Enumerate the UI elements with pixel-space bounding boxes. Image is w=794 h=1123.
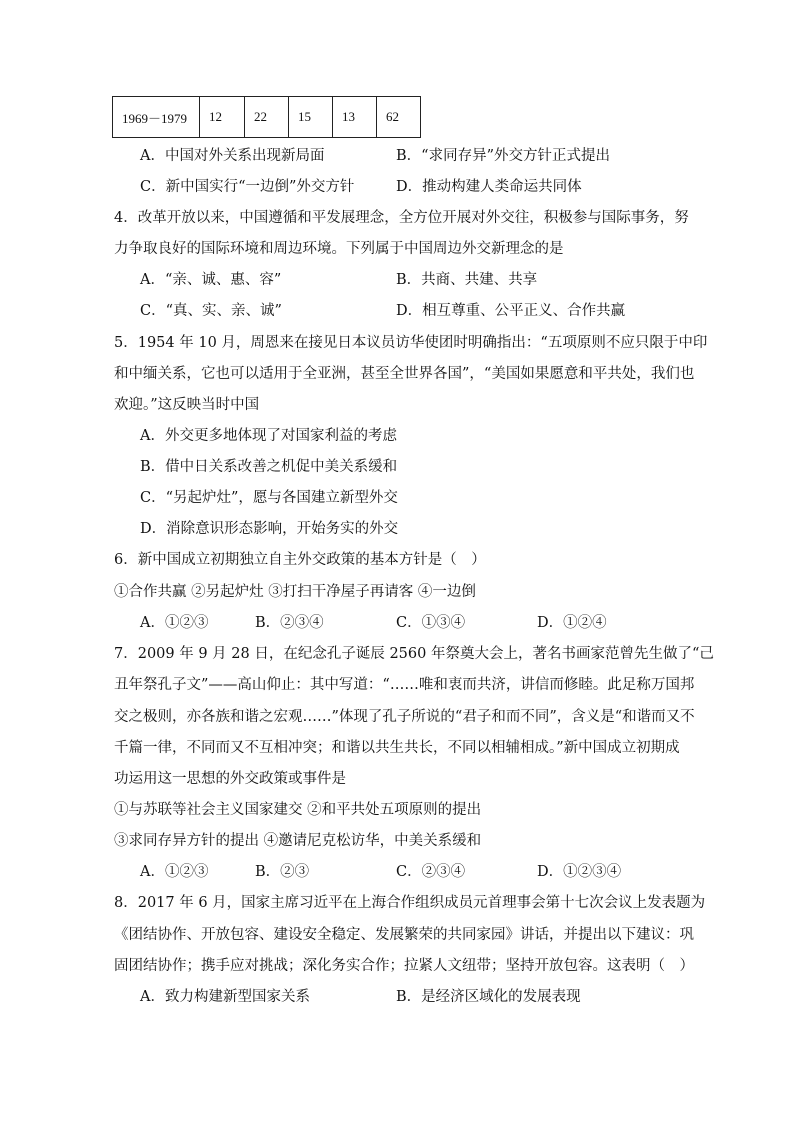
table-row [113,97,421,138]
q5-stem-line2: 和中缅关系，它也可以适用于全亚洲，甚至全世界各国”，“美国如果愿意和平共处，我们也 [114,366,695,382]
q7-stem-line2: 丑年祭孔子文”——高山仰止：其中写道：“……唯和衷而共济，讲信而修睦。此足称万国邦 [114,677,695,693]
q7-stem-line3: 交之极则，亦各族和谐之宏观……”体现了孔子所说的“君子和而不同”，含义是“和谐而又不 [114,709,695,725]
q7-option-b: B．②③ [255,864,310,880]
table-cell-period: 1969－1979 [113,97,200,138]
q6-option-b: B．②③④ [255,615,324,631]
q6-option-a: A．①②③ [140,615,209,631]
q3-option-b: B．“求同存异”外交方针正式提出 [396,148,610,164]
q7-items-line2: ③求同存异方针的提出 ④邀请尼克松访华，中美关系缓和 [114,833,482,849]
q3-option-a: A．中国对外关系出现新局面 [140,148,325,164]
q5-option-b: B．借中日关系改善之机促中美关系缓和 [140,459,398,475]
q5-option-a: A．外交更多地体现了对国家利益的考虑 [140,428,397,444]
table-cell: 13 [333,97,377,138]
q6-stem: 6．新中国成立初期独立自主外交政策的基本方针是（ ） [114,552,486,568]
q7-stem-line1: 7．2009 年 9 月 28 日，在纪念孔子诞辰 2560 年祭奠大会上，著名书画家范曾先生做了“己 [114,646,714,662]
table-cell: 15 [289,97,333,138]
q5-option-d: D．消除意识形态影响，开始务实的外交 [140,521,399,537]
q4-option-b: B．共商、共建、共享 [396,272,538,288]
q7-option-c: C．②③④ [396,864,466,880]
q8-stem-line1: 8．2017 年 6 月，国家主席习近平在上海合作组织成员元首理事会第十七次会议上发表题为 [114,895,706,911]
q4-option-a: A．“亲、诚、惠、容” [140,272,282,288]
q4-option-d: D．相互尊重、公平正义、合作共赢 [396,303,626,319]
q4-option-c: C．“真、实、亲、诚” [140,303,282,319]
q6-option-d: D．①②④ [537,615,607,631]
q8-option-b: B．是经济区域化的发展表现 [396,989,581,1005]
table-cell: 12 [200,97,245,138]
q8-option-a: A．致力构建新型国家关系 [140,989,310,1005]
q8-stem-line3: 固团结协作；携手应对挑战；深化务实合作；拉紧人文纽带；坚持开放包容。这表明（ ） [114,958,694,974]
q5-stem-line3: 欢迎。”这反映当时中国 [114,397,260,413]
table-cell: 62 [377,97,421,138]
q7-items-line1: ①与苏联等社会主义国家建交 ②和平共处五项原则的提出 [114,802,482,818]
data-table [112,96,421,138]
q6-items: ①合作共赢 ②另起炉灶 ③打扫干净屋子再请客 ④一边倒 [114,584,476,600]
q4-stem-line1: 4．改革开放以来，中国遵循和平发展理念，全方位开展对外交往，积极参与国际事务，努 [114,210,689,226]
q3-option-d: D．推动构建人类命运共同体 [396,179,582,195]
q7-stem-line5: 功运用这一思想的外交政策或事件是 [114,771,346,787]
q3-option-c: C．新中国实行“一边倒”外交方针 [140,179,355,195]
q5-option-c: C．“另起炉灶”，愿与各国建立新型外交 [140,490,398,506]
q6-option-c: C．①③④ [396,615,466,631]
q8-stem-line2: 《团结协作、开放包容、建设安全稳定、发展繁荣的共同家园》讲话，并提出以下建议：巩 [114,927,694,943]
q7-stem-line4: 千篇一律，不同而又不互相冲突；和谐以共生共长，不同以相辅相成。”新中国成立初期成 [114,740,680,756]
q7-option-a: A．①②③ [140,864,209,880]
q4-stem-line2: 力争取良好的国际环境和周边环境。下列属于中国周边外交新理念的是 [114,241,564,257]
q7-option-d: D．①②③④ [537,864,622,880]
table-cell: 22 [245,97,289,138]
q5-stem-line1: 5．1954 年 10 月，周恩来在接见日本议员访华使团时明确指出：“五项原则不应只限于中印 [114,335,708,351]
